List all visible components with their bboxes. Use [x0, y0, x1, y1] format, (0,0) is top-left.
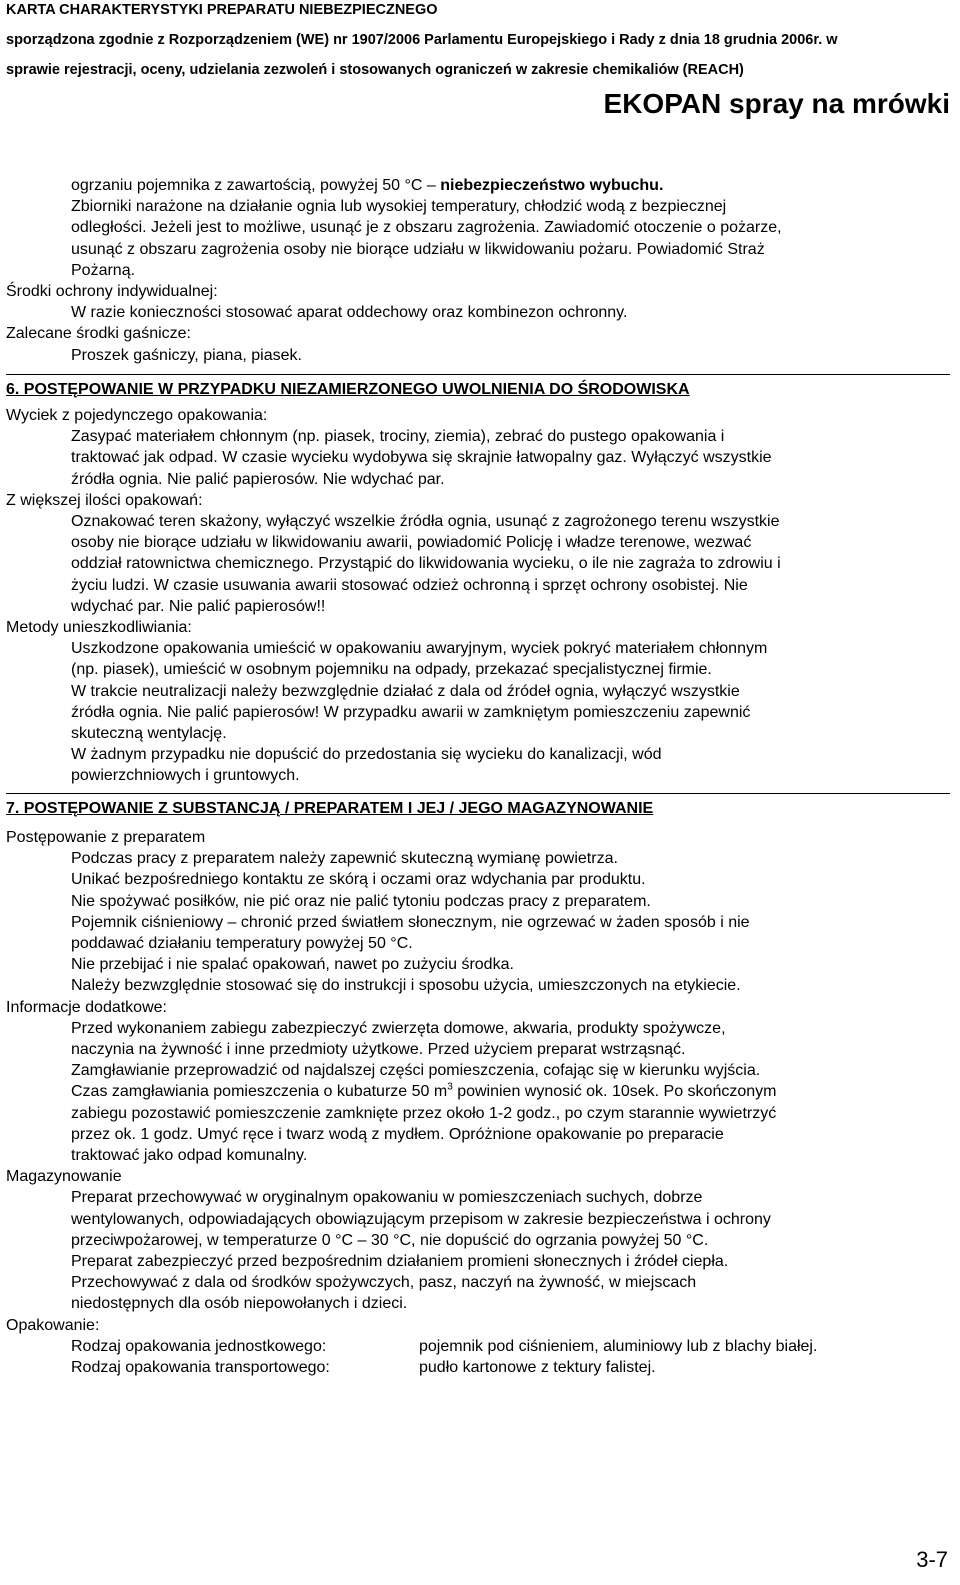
section-6-heading: 6. POSTĘPOWANIE W PRZYPADKU NIEZAMIERZONEGO UWOLNIENIA DO ŚRODOWISKA	[6, 374, 950, 400]
text-line: Przechowywać z dala od środków spożywczych, pasz, naczyń na żywność, w miejscach	[71, 1274, 697, 1292]
text-line: poddawać działaniu temperatury powyżej 50 °C.	[71, 934, 413, 952]
text-line: oddział ratownictwa chemicznego. Przystąpić do likwidowania wycieku, o ile nie zagraża to zdrowiu i	[71, 555, 781, 573]
text-line: Oznakować teren skażony, wyłączyć wszelkie źródła ognia, usunąć z zagrożonego terenu wszystkie	[71, 513, 780, 531]
text-line: naczynia na żywność i inne przedmioty użytkowe. Przed użyciem preparat wstrząsnąć.	[71, 1040, 686, 1058]
fire-line-5: Pożarną.	[71, 261, 136, 279]
text-line: przez ok. 1 godz. Umyć ręce i twarz wodą z mydłem. Opróżnione opakowanie po preparacie	[71, 1125, 724, 1143]
text-line: Uszkodzone opakowania umieścić w opakowaniu awaryjnym, wyciek pokryć materiałem chłonnym	[71, 640, 768, 658]
storage-label: Magazynowanie	[6, 1168, 122, 1186]
text-line: Pojemnik ciśnieniowy – chronić przed światłem słonecznym, nie ogrzewać w żaden sposób i nie	[71, 913, 750, 931]
ppe-label: Środki ochrony indywidualnej:	[6, 283, 218, 301]
text-line: źródła ognia. Nie palić papierosów. Nie wdychać par.	[71, 470, 445, 488]
ppe-text: W razie konieczności stosować aparat oddechowy oraz kombinezon ochronny.	[71, 304, 628, 322]
text-line: Preparat zabezpieczyć przed bezpośrednim działaniem promieni słonecznych i źródeł ciepła.	[71, 1252, 729, 1270]
text-line: Nie przebijać i nie spalać opakowań, nawet po zużyciu środka.	[71, 956, 514, 974]
regulation-line-1: sporządzona zgodnie z Rozporządzeniem (WE) nr 1907/2006 Parlamentu Europejskiego i Rady z dnia 18 grudnia 2006r. w	[6, 32, 838, 48]
product-name: EKOPAN spray na mrówki	[603, 88, 950, 119]
single-leak-text	[6, 426, 950, 490]
text-line: W trakcie neutralizacji należy bezwzględnie działać z dala od źródeł ognia, wyłączyć wszystkie	[71, 682, 740, 700]
fire-line-3: odległości. Jeżeli jest to możliwe, usunąć je z obszaru zagrożenia. Zawiadomić otoczenie o pożarze,	[71, 219, 782, 237]
fire-line-4: usunąć z obszaru zagrożenia osoby nie biorące udziału w likwidowaniu pożaru. Powiadomić Straż	[71, 240, 765, 258]
text-line: Zasypać materiałem chłonnym (np. piasek, trociny, ziemia), zebrać do pustego opakowania i	[71, 428, 725, 446]
neutralization-label: Metody unieszkodliwiania:	[6, 619, 192, 637]
packaging-row	[6, 1357, 950, 1378]
packaging-type: Rodzaj opakowania jednostkowego:	[71, 1337, 327, 1355]
large-leak-label: Z większej ilości opakowań:	[6, 491, 203, 509]
text-line: Unikać bezpośredniego kontaktu ze skórą i oczami oraz wdychania par produktu.	[71, 871, 646, 889]
document-body	[6, 175, 950, 1378]
section-7-heading: 7. POSTĘPOWANIE Z SUBSTANCJĄ / PREPARATEM I JEJ / JEGO MAGAZYNOWANIE	[6, 793, 950, 819]
text-line: osoby nie biorące udziału w likwidowaniu awarii, powiadomić Policję i władze terenowe, wezwać	[71, 534, 752, 552]
text-line: Zamgławianie przeprowadzić od najdalszej części pomieszczenia, cofając się w kierunku wyjścia.	[71, 1062, 761, 1080]
extinguisher-text: Proszek gaśniczy, piana, piasek.	[71, 346, 302, 364]
packaging-row	[6, 1336, 950, 1357]
info-text-a	[6, 1018, 950, 1082]
packaging-type: Rodzaj opakowania transportowego:	[71, 1358, 330, 1376]
single-leak-label: Wyciek z pojedynczego opakowania:	[6, 407, 268, 425]
text-line: wdychać par. Nie palić papierosów!!	[71, 597, 326, 615]
text-line: Preparat przechowywać w oryginalnym opakowaniu w pomieszczeniach suchych, dobrze	[71, 1189, 703, 1207]
handling-text	[6, 848, 950, 996]
regulation-line-2: sprawie rejestracji, oceny, udzielania zezwoleń i stosowanych ograniczeń w zakresie chemikaliów (REACH)	[6, 62, 744, 78]
page-number: 3-7	[916, 1547, 948, 1572]
handling-label: Postępowanie z preparatem	[6, 828, 206, 846]
packaging-value: pudło kartonowe z tektury falistej.	[419, 1358, 656, 1376]
info-text-b	[6, 1103, 950, 1167]
info-label: Informacje dodatkowe:	[6, 998, 167, 1016]
packaging-value: pojemnik pod ciśnieniem, aluminiowy lub z blachy białej.	[419, 1337, 818, 1355]
text-line: życiu ludzi. W czasie usuwania awarii stosować odzież ochronną i sprzęt ochrony osobistej. Nie	[71, 576, 748, 594]
text-line: (np. piasek), umieścić w osobnym pojemniku na odpady, przekazać specjalistycznej firmie.	[71, 661, 712, 679]
packaging-table	[6, 1336, 950, 1378]
large-leak-text	[6, 511, 950, 617]
text-line: niedostępnych dla osób niepowołanych i dzieci.	[71, 1295, 408, 1313]
text-line: wentylowanych, odpowiadających obowiązującym przepisom w zakresie bezpieczeństwa i ochrony	[71, 1210, 771, 1228]
text-line: przeciwpożarowej, w temperaturze 0 °C – 30 °C, nie dopuścić do ogrzania powyżej 50 °C.	[71, 1231, 709, 1249]
fire-line-2: Zbiorniki narażone na działanie ognia lub wysokiej temperatury, chłodzić wodą z bezpiecznej	[71, 198, 727, 216]
text-line: Przed wykonaniem zabiegu zabezpieczyć zwierzęta domowe, akwaria, produkty spożywcze,	[71, 1019, 726, 1037]
text-line: powierzchniowych i gruntowych.	[71, 767, 300, 785]
text-line: skuteczną wentylację.	[71, 725, 227, 743]
extinguisher-label: Zalecane środki gaśnicze:	[6, 325, 191, 343]
document-title: KARTA CHARAKTERYSTYKI PREPARATU NIEBEZPIECZNEGO	[6, 2, 438, 18]
text-line: traktować jako odpad komunalny.	[71, 1146, 308, 1164]
text-line: Podczas pracy z preparatem należy zapewnić skuteczną wymianę powietrza.	[71, 850, 618, 868]
info-m3-line: Czas zamgławiania pomieszczenia o kubaturze 50 $m^3$ powinien wynosić ok. 10sek. Po skończonym	[71, 1082, 777, 1101]
text-line: zabiegu pozostawić pomieszczenie zamknięte przez około 1-2 godz., po czym starannie wywietrzyć	[71, 1104, 777, 1122]
packaging-label: Opakowanie:	[6, 1316, 100, 1334]
text-line: źródła ognia. Nie palić papierosów! W przypadku awarii w zamkniętym pomieszczeniu zapewnić	[71, 703, 751, 721]
fire-line-1: ogrzaniu pojemnika z zawartością, powyżej 50 °C – niebezpieczeństwo wybuchu.	[71, 177, 664, 194]
text-line: traktować jak odpad. W czasie wycieku wydobywa się skrajnie łatwopalny gaz. Wyłączyć wszystkie	[71, 449, 772, 467]
text-line: Należy bezwzględnie stosować się do instrukcji i sposobu użycia, umieszczonych na etykiecie.	[71, 977, 741, 995]
text-line: W żadnym przypadku nie dopuścić do przedostania się wycieku do kanalizacji, wód	[71, 746, 662, 764]
text-line: Nie spożywać posiłków, nie pić oraz nie palić tytoniu podczas pracy z preparatem.	[71, 892, 651, 910]
neutralization-text	[6, 638, 950, 786]
storage-text	[6, 1187, 950, 1314]
